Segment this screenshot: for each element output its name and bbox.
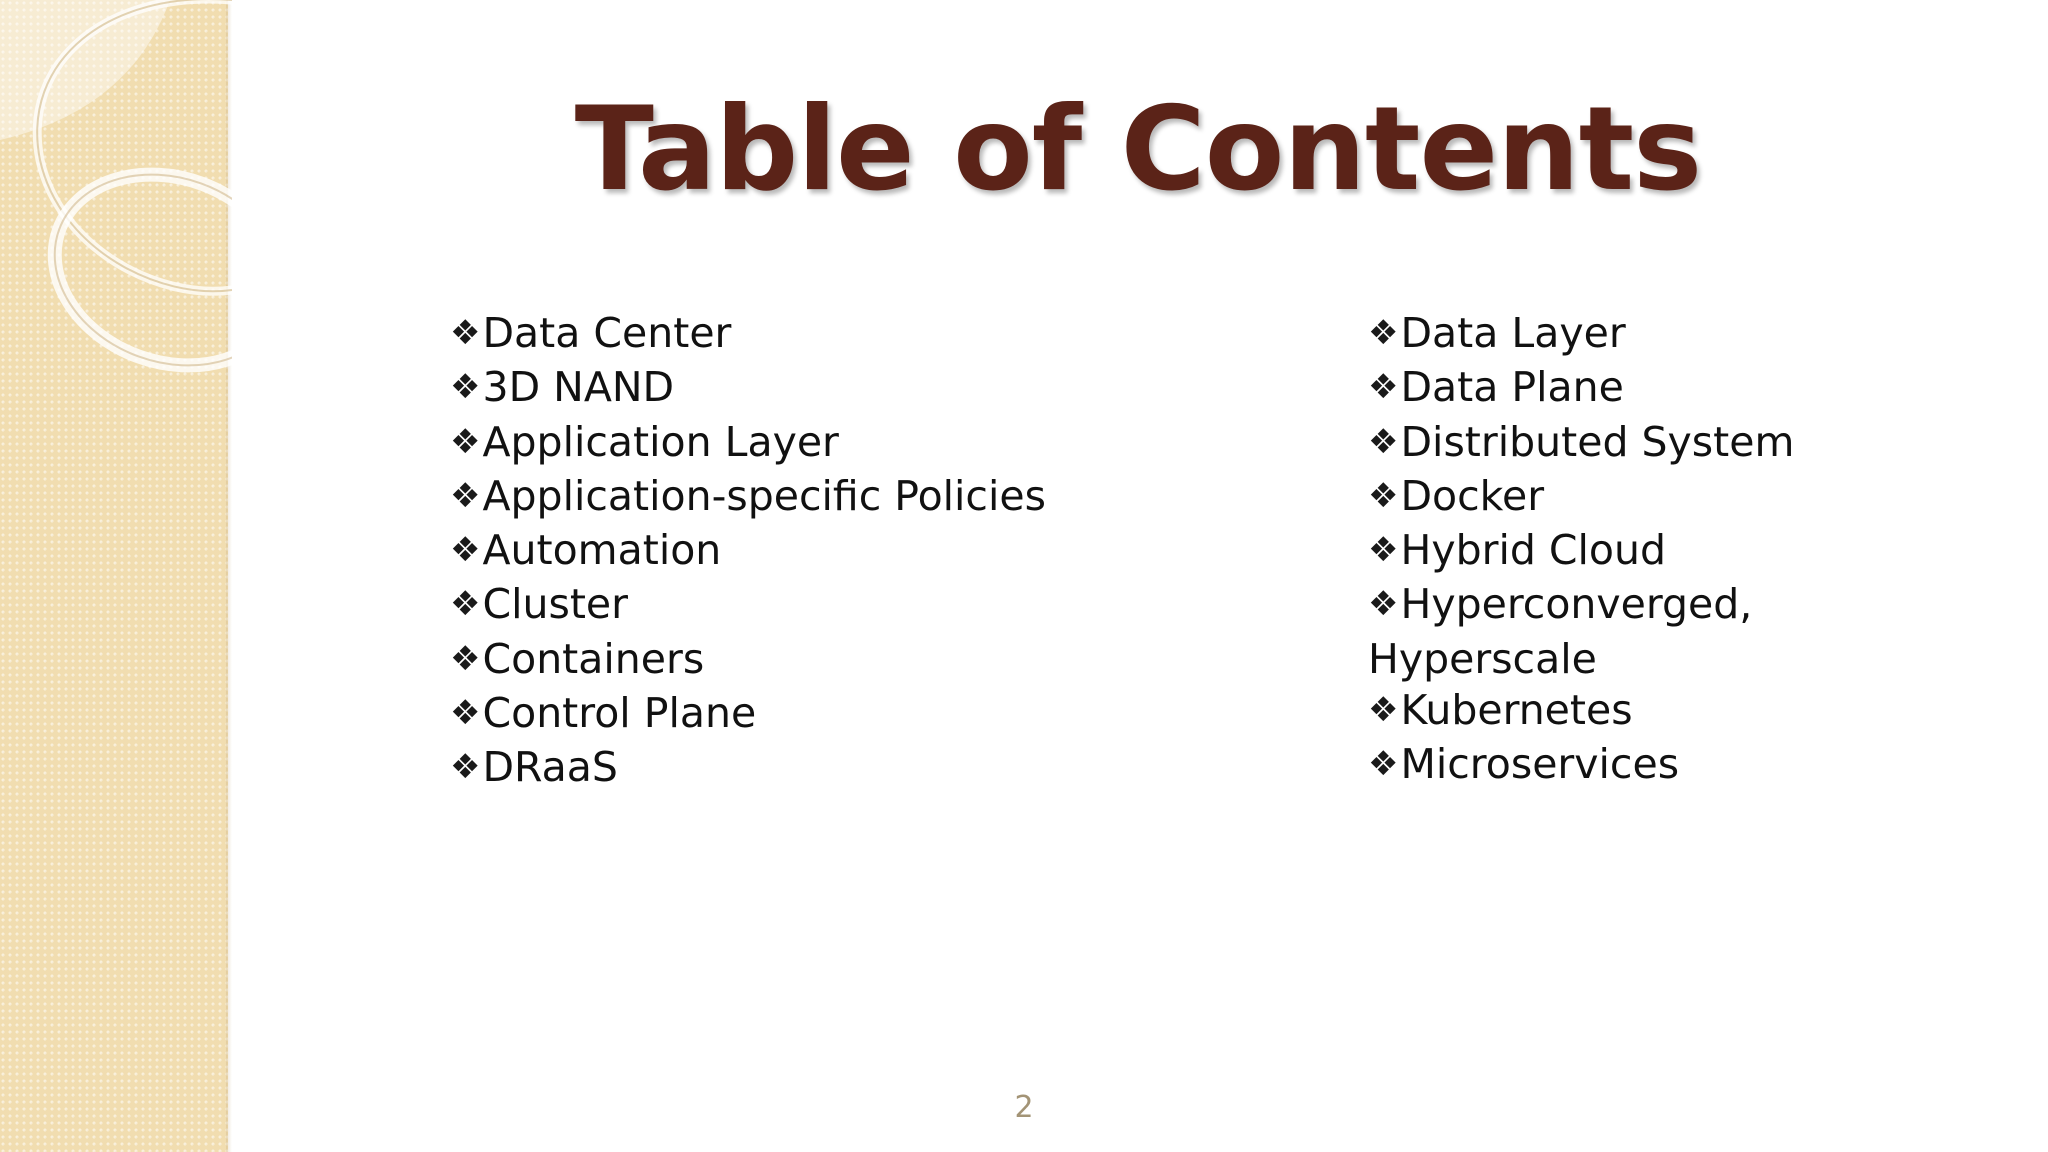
bullet-icon: ❖ bbox=[450, 638, 481, 679]
toc-item-label: Hyperconverged, Hyperscale bbox=[1368, 580, 1753, 683]
toc-item-label: Data Plane bbox=[1400, 363, 1624, 412]
toc-item bbox=[1368, 471, 1968, 525]
decorative-swirl-graphic bbox=[0, 0, 232, 400]
bullet-icon: ❖ bbox=[1368, 530, 1399, 571]
toc-item bbox=[1368, 579, 1968, 685]
toc-left-column bbox=[450, 308, 1070, 797]
bullet-icon: ❖ bbox=[450, 584, 481, 625]
slide-title: Table of Contents bbox=[574, 82, 1702, 217]
toc-item bbox=[450, 362, 1070, 416]
bullet-icon: ❖ bbox=[450, 693, 481, 734]
toc-item-label: Application-specific Policies bbox=[482, 471, 1046, 520]
bullet-icon: ❖ bbox=[450, 313, 481, 353]
toc-item bbox=[1368, 417, 1968, 471]
bullet-icon: ❖ bbox=[1368, 584, 1399, 625]
bullet-icon: ❖ bbox=[1368, 313, 1399, 353]
toc-item bbox=[1368, 685, 1968, 739]
bullet-icon: ❖ bbox=[1368, 744, 1399, 785]
toc-item bbox=[450, 634, 1070, 688]
toc-item-label: Hybrid Cloud bbox=[1400, 526, 1667, 575]
bullet-icon: ❖ bbox=[450, 530, 481, 571]
toc-item bbox=[450, 525, 1070, 579]
bullet-icon: ❖ bbox=[450, 421, 481, 462]
toc-item-label: Microservices bbox=[1400, 740, 1680, 789]
toc-right-column bbox=[1368, 308, 1968, 794]
toc-item-label: Data Layer bbox=[1400, 309, 1626, 357]
toc-item-label: Cluster bbox=[482, 580, 629, 629]
toc-item bbox=[450, 579, 1070, 633]
toc-item-label: Control Plane bbox=[482, 689, 757, 738]
toc-item-label: Data Center bbox=[482, 309, 732, 357]
toc-item-label: DRaaS bbox=[482, 743, 618, 792]
toc-item-label: Automation bbox=[482, 526, 722, 575]
toc-item bbox=[1368, 739, 1968, 793]
bullet-icon: ❖ bbox=[1368, 475, 1399, 516]
toc-item bbox=[1368, 308, 1968, 362]
toc-item-label: 3D NAND bbox=[482, 363, 675, 412]
bullet-icon: ❖ bbox=[450, 367, 481, 408]
bullet-icon: ❖ bbox=[450, 475, 481, 516]
bullet-icon: ❖ bbox=[1368, 690, 1399, 731]
toc-item bbox=[1368, 362, 1968, 416]
toc-item bbox=[450, 688, 1070, 742]
toc-item bbox=[450, 471, 1070, 525]
page-number: 2 bbox=[1014, 1090, 1034, 1125]
toc-item-label: Kubernetes bbox=[1400, 686, 1633, 735]
bullet-icon: ❖ bbox=[1368, 367, 1399, 408]
bullet-icon: ❖ bbox=[450, 747, 481, 788]
toc-item bbox=[1368, 525, 1968, 579]
toc-item-label: Containers bbox=[482, 634, 705, 683]
toc-item bbox=[450, 308, 1070, 362]
toc-item bbox=[450, 742, 1070, 796]
toc-item-label: Application Layer bbox=[482, 417, 839, 466]
toc-item bbox=[450, 417, 1070, 471]
toc-item-label: Docker bbox=[1400, 471, 1545, 520]
bullet-icon: ❖ bbox=[1368, 421, 1399, 462]
toc-item-label: Distributed System bbox=[1400, 417, 1795, 466]
